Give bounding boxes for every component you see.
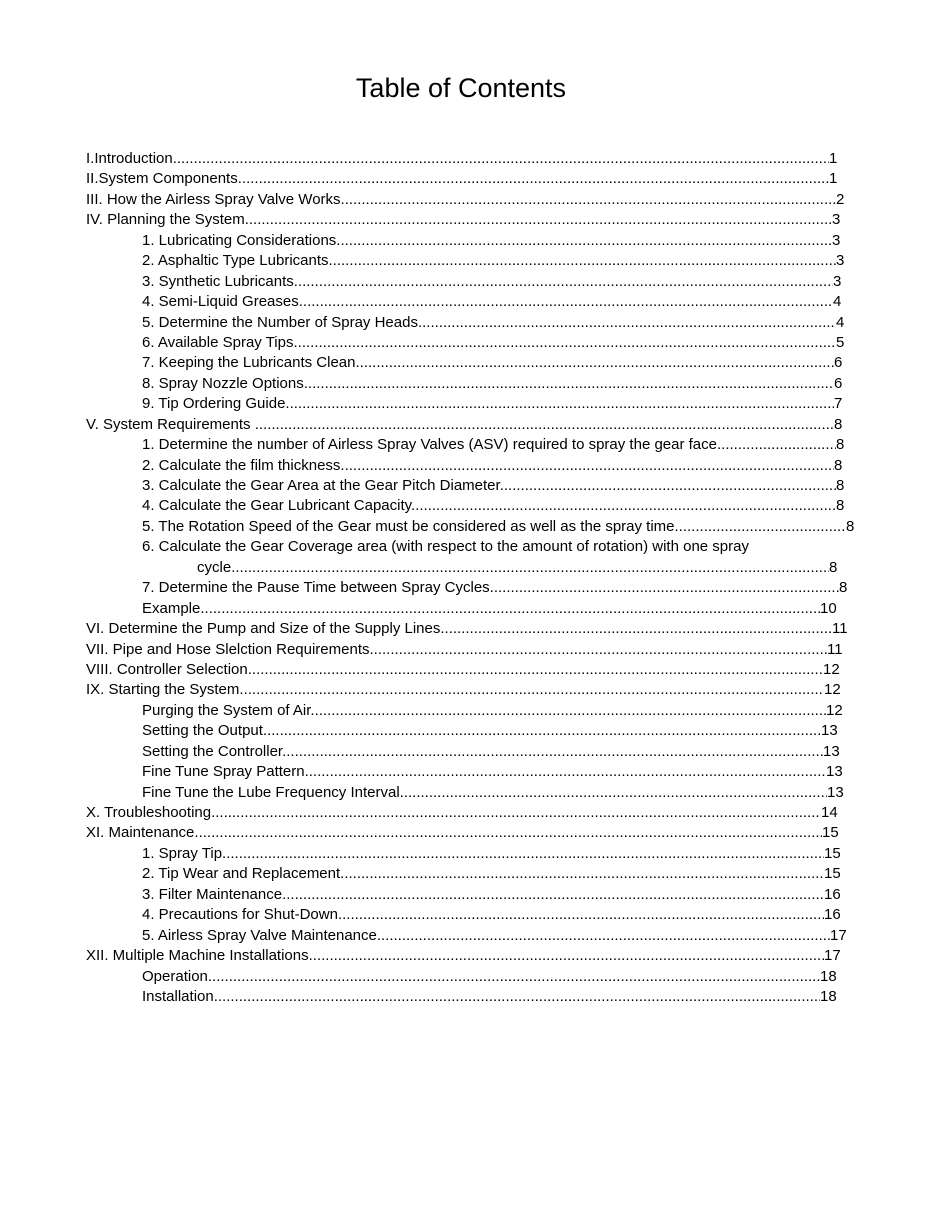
toc-page-number: 15 [824,844,841,862]
toc-entry-setting-output[interactable] [0,721,950,741]
toc-entry-title: 1. Determine the number of Airless Spray Valves (ASV) required to spray the gear face ..... [142,435,836,455]
toc-page-number: 13 [821,722,838,740]
toc-entry-title: Installation ..... [142,987,820,1007]
toc-page-number: 14 [821,804,838,821]
toc-entry-filter-maintenance[interactable] [0,885,950,905]
toc-entry-semi-liquid-greases[interactable] [0,292,950,312]
toc-entry-installation[interactable] [0,987,950,1007]
toc-entry-title: XI. Maintenance ..... [86,823,822,843]
toc-entry-precautions-shut-down[interactable] [0,905,950,925]
toc-entry-title: 1. Lubricating Considerations ..... [142,231,832,251]
toc-entry-planning-the-system[interactable] [0,210,950,230]
toc-page-number: 1 [829,170,838,188]
toc-page-number: 15 [824,865,841,883]
toc-entry-system-requirements[interactable] [0,415,950,435]
toc-page-number: 16 [824,906,841,924]
toc-entry-title: 9. Tip Ordering Guide ..... [142,394,834,414]
toc-entry-title: V. System Requirements ..... [86,415,834,435]
toc-entry-title: 3. Filter Maintenance ..... [142,885,824,905]
toc-entry-title: 3. Synthetic Lubricants ..... [142,272,833,292]
toc-entry-gear-lubricant-capacity[interactable] [0,496,950,516]
toc-entry-title: 5. Determine the Number of Spray Heads ..... [142,313,836,333]
toc-entry-troubleshooting[interactable] [0,803,950,823]
toc-entry-gear-coverage-area[interactable] [0,537,950,557]
toc-page-number: 12 [826,701,843,719]
toc-entry-title: 1. Spray Tip ..... [142,844,824,864]
toc-page-number: 8 [839,579,848,597]
toc-page-number: 11 [827,640,843,658]
toc-entry-title: Purging the System of Air ..... [142,701,826,721]
toc-entry-asv-maintenance[interactable] [0,926,950,946]
toc-entry-title: 6. Calculate the Gear Coverage area (with respect to the amount of rotation) with one spray [142,538,749,556]
table-of-contents [0,149,950,1007]
toc-entry-spray-tip[interactable] [0,844,950,864]
toc-entry-title: 8. Spray Nozzle Options ..... [142,374,834,394]
toc-page-number: 4 [836,313,845,331]
toc-entry-multiple-machine-installations[interactable] [0,946,950,966]
toc-entry-title: 3. Calculate the Gear Area at the Gear Pitch Diameter ..... [142,476,836,496]
toc-page-number: 5 [836,333,845,351]
toc-entry-title: 2. Tip Wear and Replacement ..... [142,864,824,884]
toc-entry-purging-air[interactable] [0,701,950,721]
toc-entry-title: 7. Keeping the Lubricants Clean ..... [142,353,834,373]
page-title: Table of Contents [355,73,567,103]
toc-entry-pause-time[interactable] [0,578,950,598]
toc-page-number: 13 [823,742,840,760]
toc-page-number: 11 [832,620,848,638]
toc-entry-title: 4. Semi-Liquid Greases ..... [142,292,833,312]
toc-page-number: 16 [824,885,841,903]
toc-entry-title: II.System Components ..... [86,169,829,189]
toc-entry-number-of-spray-heads[interactable] [0,313,950,333]
toc-page-number: 4 [833,293,842,311]
toc-page-number: 8 [846,517,855,535]
toc-entry-fine-tune-lube-frequency[interactable] [0,783,950,803]
toc-entry-title: Operation ..... [142,967,820,987]
toc-entry-available-spray-tips[interactable] [0,333,950,353]
toc-page-number: 6 [834,354,843,372]
toc-page-number: 10 [820,599,837,617]
toc-entry-title: Fine Tune Spray Pattern ..... [142,762,826,782]
toc-entry-keeping-lubricants-clean[interactable] [0,353,950,373]
toc-page-number: 8 [829,558,838,576]
toc-entry-number-of-asv[interactable] [0,435,950,455]
toc-page-number: 3 [832,211,841,229]
toc-entry-lubricating-considerations[interactable] [0,231,950,251]
toc-entry-synthetic-lubricants[interactable] [0,272,950,292]
toc-page-number: 3 [836,252,845,270]
toc-page-number: 3 [832,231,841,249]
toc-entry-gear-area[interactable] [0,476,950,496]
toc-entry-title-continued: cycle ..... [197,558,829,578]
toc-entry-spray-nozzle-options[interactable] [0,374,950,394]
toc-entry-title: 4. Calculate the Gear Lubricant Capacity ..... [142,496,836,516]
toc-entry-title: XII. Multiple Machine Installations ..... [86,946,824,966]
toc-entry-title: VII. Pipe and Hose Slelction Requirements ..... [86,640,827,660]
toc-entry-how-valve-works[interactable] [0,190,950,210]
toc-entry-title: 2. Asphaltic Type Lubricants ..... [142,251,836,271]
toc-entry-pipe-and-hose[interactable] [0,640,950,660]
toc-page-number: 1 [829,150,838,167]
toc-page-number: 13 [827,783,844,801]
toc-page-number: 8 [834,415,843,433]
toc-page-number: 8 [836,436,845,454]
toc-entry-title: 5. The Rotation Speed of the Gear must be considered as well as the spray time ..... [142,517,846,537]
toc-entry-title: IX. Starting the System ..... [86,680,824,700]
toc-entry-fine-tune-spray-pattern[interactable] [0,762,950,782]
toc-page-number: 17 [824,947,841,965]
toc-page-number: 12 [823,660,840,678]
toc-entry-tip-ordering-guide[interactable] [0,394,950,414]
toc-entry-title: 2. Calculate the film thickness ..... [142,456,834,476]
toc-page-number: 3 [833,272,842,290]
toc-page-number: 17 [830,926,847,944]
toc-entry-controller-selection[interactable] [0,660,950,680]
toc-entry-title: III. How the Airless Spray Valve Works ..... [86,190,836,210]
toc-entry-tip-wear-replacement[interactable] [0,864,950,884]
toc-entry-title: VI. Determine the Pump and Size of the Supply Lines ..... [86,619,832,639]
toc-entry-example[interactable] [0,599,950,619]
toc-page-number: 7 [834,395,843,413]
toc-page-number: 18 [820,987,837,1005]
toc-entry-system-components[interactable] [0,169,950,189]
toc-page-number: 12 [824,681,841,699]
toc-entry-title: 7. Determine the Pause Time between Spray Cycles ..... [142,578,839,598]
toc-page-number: 8 [836,497,845,515]
toc-page-number: 6 [834,374,843,392]
toc-page-number: 13 [826,763,843,781]
toc-entry-pump-and-supply-lines[interactable] [0,619,950,639]
toc-entry-title: IV. Planning the System ..... [86,210,832,230]
toc-page-number: 8 [834,456,843,474]
toc-entry-title: Example ..... [142,599,820,619]
toc-page-number: 15 [822,824,839,842]
toc-entry-title: 4. Precautions for Shut-Down ..... [142,905,824,925]
toc-entry-title: 6. Available Spray Tips ..... [142,333,836,353]
toc-entry-film-thickness[interactable] [0,456,950,476]
toc-entry-operation[interactable] [0,967,950,987]
toc-entry-title: I.Introduction ..... [86,149,829,169]
toc-page-number: 2 [836,190,845,208]
toc-entry-starting-the-system[interactable] [0,680,950,700]
toc-entry-title: 5. Airless Spray Valve Maintenance ..... [142,926,830,946]
toc-entry-maintenance[interactable] [0,823,950,843]
toc-entry-rotation-speed[interactable] [0,517,950,537]
toc-entry-title: VIII. Controller Selection ..... [86,660,823,680]
toc-entry-asphaltic-lubricants[interactable] [0,251,950,271]
toc-entry-title: X. Troubleshooting ..... [86,803,821,823]
toc-page-number: 18 [820,967,837,985]
toc-entry-title: Setting the Output ..... [142,721,821,741]
toc-entry-title: Fine Tune the Lube Frequency Interval ..... [142,783,827,803]
toc-entry-gear-coverage-area-cont[interactable] [0,558,950,578]
toc-page-number: 8 [836,477,845,494]
toc-entry-setting-controller[interactable] [0,742,950,762]
toc-entry-title: Setting the Controller ..... [142,742,823,762]
toc-entry-introduction[interactable] [0,149,950,169]
